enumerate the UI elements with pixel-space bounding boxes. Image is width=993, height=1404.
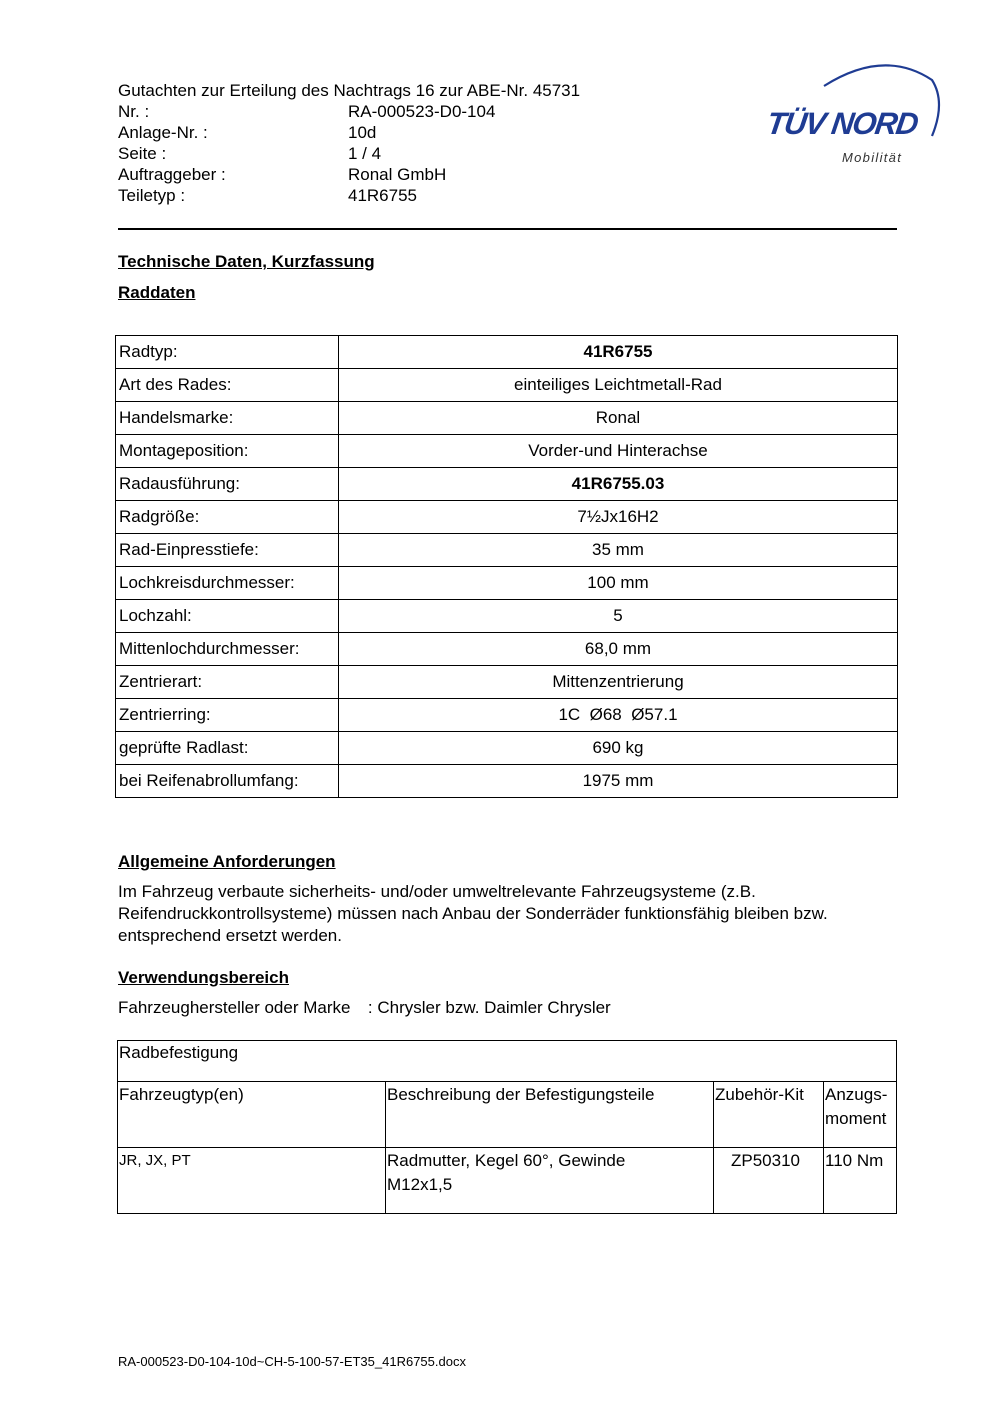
requirements-paragraph: Im Fahrzeug verbaute sicherheits- und/oder umweltrelevante Fahrzeugsysteme (z.B. Reifendruckkontrollsysteme) müssen nach Anbau der Sonderräder funktionsfähig bleiben bzw. entsprechend ersetzt werden. [118,882,828,945]
row-label: Handelsmarke: [116,402,339,435]
header-field-auftraggeber [118,164,446,185]
row-value: Mittenzentrierung [339,666,898,699]
table-row [116,765,898,798]
logo-text: TÜV NORD [764,106,920,141]
row-label: Rad-Einpresstiefe: [116,534,339,567]
divider [118,1147,896,1148]
table-row [116,567,898,600]
section-raddaten: Raddaten [118,283,196,302]
cell-vehicle-types: JR, JX, PT [119,1152,191,1169]
column-header-torque-line2: moment [825,1109,887,1128]
row-value: Ronal [339,402,898,435]
header-label: Nr. : [118,102,150,121]
header-label: Teiletyp : [118,186,186,205]
header-value: 10d [348,123,377,142]
row-value: Vorder-und Hinterachse [339,435,898,468]
row-label: Montageposition: [116,435,339,468]
row-label: geprüfte Radlast: [116,732,339,765]
column-header-description: Beschreibung der Befestigungsteile [387,1085,655,1104]
manufacturer-label: Fahrzeughersteller oder Marke [118,998,351,1017]
row-label: Zentrierart: [116,666,339,699]
table-row [116,699,898,732]
wheel-fixing-table [117,1040,897,1214]
divider [713,1082,714,1213]
row-label: Lochkreisdurchmesser: [116,567,339,600]
row-value: 35 mm [339,534,898,567]
column-header-vehicle-type: Fahrzeugtyp(en) [119,1085,244,1104]
table-row [116,435,898,468]
header-field-seite [118,143,381,164]
divider [823,1082,824,1213]
header-value: 41R6755 [348,186,418,205]
column-header-accessory-kit: Zubehör-Kit [715,1085,804,1104]
fixing-table-title: Radbefestigung [119,1043,239,1062]
row-value: einteiliges Leichtmetall-Rad [339,369,898,402]
column-header-torque-line1: Anzugs- [825,1085,888,1104]
manufacturer-line [118,998,611,1018]
tuv-nord-logo [764,58,944,173]
table-row [116,468,898,501]
table-row [116,501,898,534]
divider [118,1081,896,1082]
row-label: Lochzahl: [116,600,339,633]
row-label: bei Reifenabrollumfang: [116,765,339,798]
header-divider [118,228,897,230]
header-value: 1 / 4 [348,144,382,163]
manufacturer-separator: : [367,998,373,1017]
header-field-nr [118,101,495,122]
table-row [116,732,898,765]
row-value: 690 kg [339,732,898,765]
table-row [116,666,898,699]
footer-filename: RA-000523-D0-104-10d~CH-5-100-57-ET35_41R6755.docx [118,1354,466,1369]
row-value: 100 mm [339,567,898,600]
row-label: Radausführung: [116,468,339,501]
section-verwendungsbereich: Verwendungsbereich [118,968,289,987]
row-label: Mittenlochdurchmesser: [116,633,339,666]
table-row [116,402,898,435]
row-value: 68,0 mm [339,633,898,666]
table-row [116,336,898,369]
section-allgemeine-anforderungen: Allgemeine Anforderungen [118,852,336,871]
table-row [116,633,898,666]
row-label: Art des Rades: [116,369,339,402]
header-label: Auftraggeber : [118,165,226,184]
table-row [116,600,898,633]
document-title: Gutachten zur Erteilung des Nachtrags 16 zur ABE-Nr. 45731 [118,81,581,100]
divider [385,1082,386,1213]
table-row [116,369,898,402]
row-label: Radgröße: [116,501,339,534]
section-technische-daten: Technische Daten, Kurzfassung [118,252,375,271]
row-value: 41R6755.03 [339,468,898,501]
header-field-anlage [118,122,376,143]
row-value: 7½Jx16H2 [339,501,898,534]
header-field-teiletyp [118,185,417,206]
cell-description-line2: M12x1,5 [387,1175,453,1194]
cell-torque: 110 Nm [825,1151,884,1170]
logo-subtitle: Mobilität [842,150,903,165]
header-value: RA-000523-D0-104 [348,102,496,121]
cell-description-line1: Radmutter, Kegel 60°, Gewinde [387,1151,626,1170]
row-value: 41R6755 [339,336,898,369]
header-label: Anlage-Nr. : [118,123,208,142]
row-value: 1975 mm [339,765,898,798]
header-label: Seite : [118,144,167,163]
wheel-data-table [115,335,898,798]
row-label: Zentrierring: [116,699,339,732]
cell-accessory-kit: ZP50310 [731,1151,800,1170]
row-value: 5 [339,600,898,633]
row-label: Radtyp: [116,336,339,369]
header-value: Ronal GmbH [348,165,447,184]
table-row [116,534,898,567]
manufacturer-value: Chrysler bzw. Daimler Chrysler [377,998,611,1017]
row-value: 1C Ø68 Ø57.1 [339,699,898,732]
